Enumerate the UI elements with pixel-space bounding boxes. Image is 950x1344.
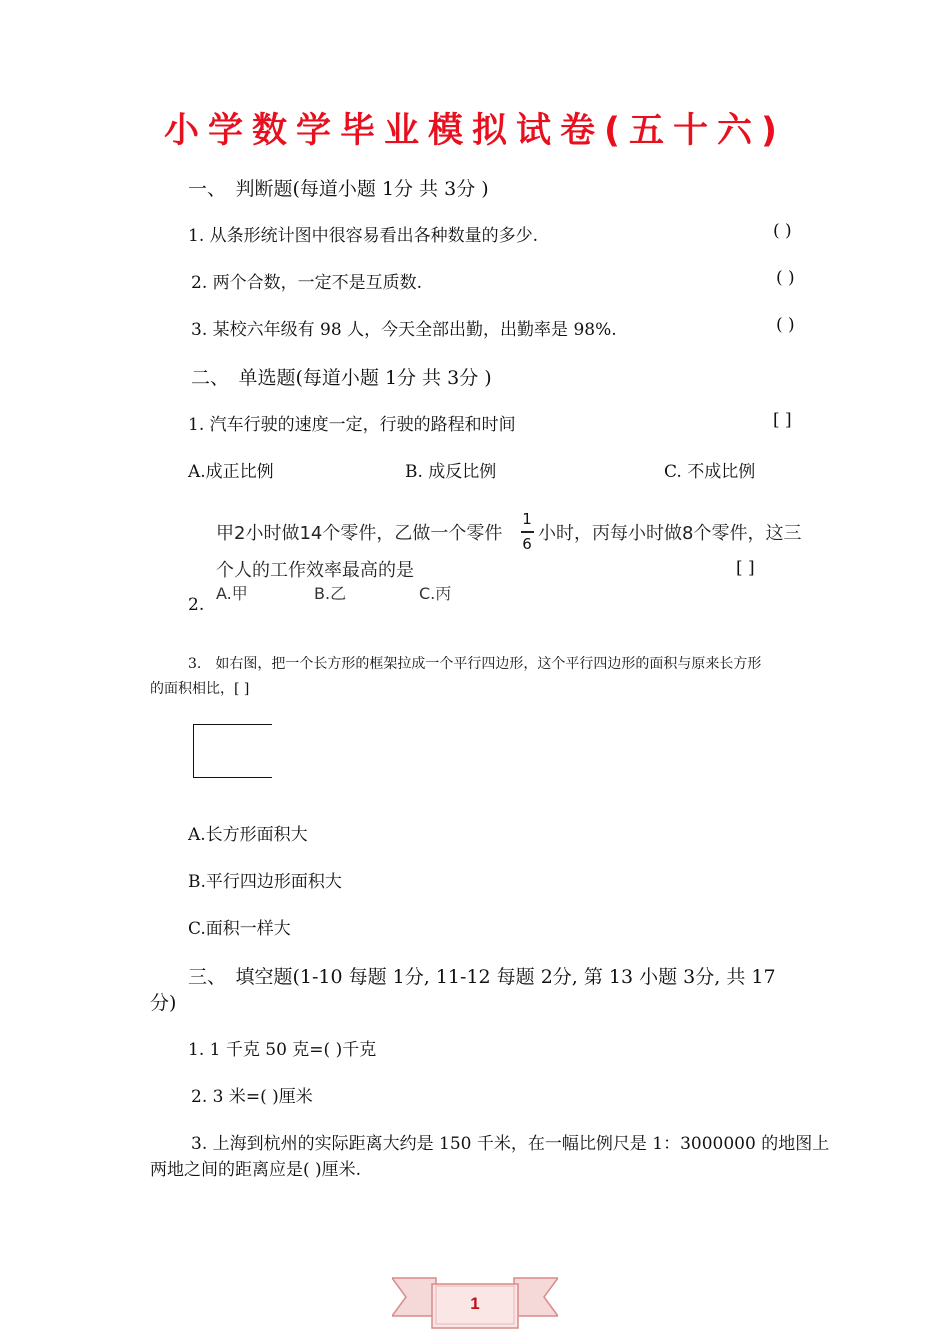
choice-q1-option-b: B. 成反比例 [405, 462, 497, 482]
answer-bracket-choice-q2: [ ] [736, 558, 755, 578]
choice-q2-option-b: B.乙 [314, 584, 347, 603]
choice-q3-line2: 的面积相比，[ ] [150, 681, 250, 697]
section-2-heading: 二、 单选题(每道小题 1分 共 3分 ) [191, 367, 492, 389]
fill-q1: 1. 1 千克 50 克=( )千克 [188, 1040, 377, 1060]
section-3-heading-line1: 三、 填空题(1-10 每题 1分, 11-12 每题 2分, 第 13 小题 3分, 共 17 [188, 966, 776, 988]
page-number: 1 [470, 1294, 480, 1313]
choice-q2-line2: 个人的工作效率最高的是 [216, 560, 414, 581]
choice-q3-line1: 3. 如右图，把一个长方形的框架拉成一个平行四边形，这个平行四边形的面积与原来长方形 [188, 656, 762, 672]
choice-q1: 1. 汽车行驶的速度一定，行驶的路程和时间 [188, 415, 516, 435]
judge-q3: 3. 某校六年级有 98 人，今天全部出勤，出勤率是 98%. [191, 320, 617, 340]
judge-q1: 1. 从条形统计图中很容易看出各种数量的多少. [188, 226, 539, 246]
page-title: 小学数学毕业模拟试卷(五十六) [164, 111, 786, 151]
rectangle-figure [193, 724, 272, 778]
fill-q3-line2: 两地之间的距离应是( )厘米. [150, 1160, 362, 1180]
choice-q2-line1-a: 甲2小时做14个零件，乙做一个零件 [216, 523, 503, 544]
choice-q2-line1-b: 小时，丙每小时做8个零件，这三 [538, 523, 802, 544]
fraction-denominator: 6 [522, 535, 532, 553]
choice-q3-option-c: C.面积一样大 [188, 919, 291, 939]
choice-q3-option-a: A.长方形面积大 [188, 825, 308, 845]
fill-q3-line1: 3. 上海到杭州的实际距离大约是 150 千米，在一幅比例尺是 1：3000000 的地图上 [191, 1134, 830, 1154]
judge-q2: 2. 两个合数，一定不是互质数. [191, 273, 423, 293]
answer-paren-judge-q3: ( ) [776, 315, 795, 335]
choice-q2-option-c: C.丙 [419, 584, 452, 603]
section-3-heading-line2: 分) [150, 992, 177, 1014]
choice-q1-option-c: C. 不成比例 [664, 462, 756, 482]
fraction-bar [521, 531, 534, 533]
answer-paren-judge-q2: ( ) [776, 268, 795, 288]
answer-paren-judge-q1: ( ) [773, 221, 792, 241]
choice-q2-option-a: A.甲 [216, 584, 248, 603]
choice-q1-option-a: A.成正比例 [188, 462, 274, 482]
choice-q2-number: 2. [188, 595, 205, 615]
answer-bracket-choice-q1: [ ] [773, 410, 792, 430]
choice-q3-option-b: B.平行四边形面积大 [188, 872, 342, 892]
fraction-numerator: 1 [522, 510, 532, 528]
fill-q2: 2. 3 米=( )厘米 [191, 1087, 313, 1107]
section-1-heading: 一、 判断题(每道小题 1分 共 3分 ) [188, 178, 489, 200]
